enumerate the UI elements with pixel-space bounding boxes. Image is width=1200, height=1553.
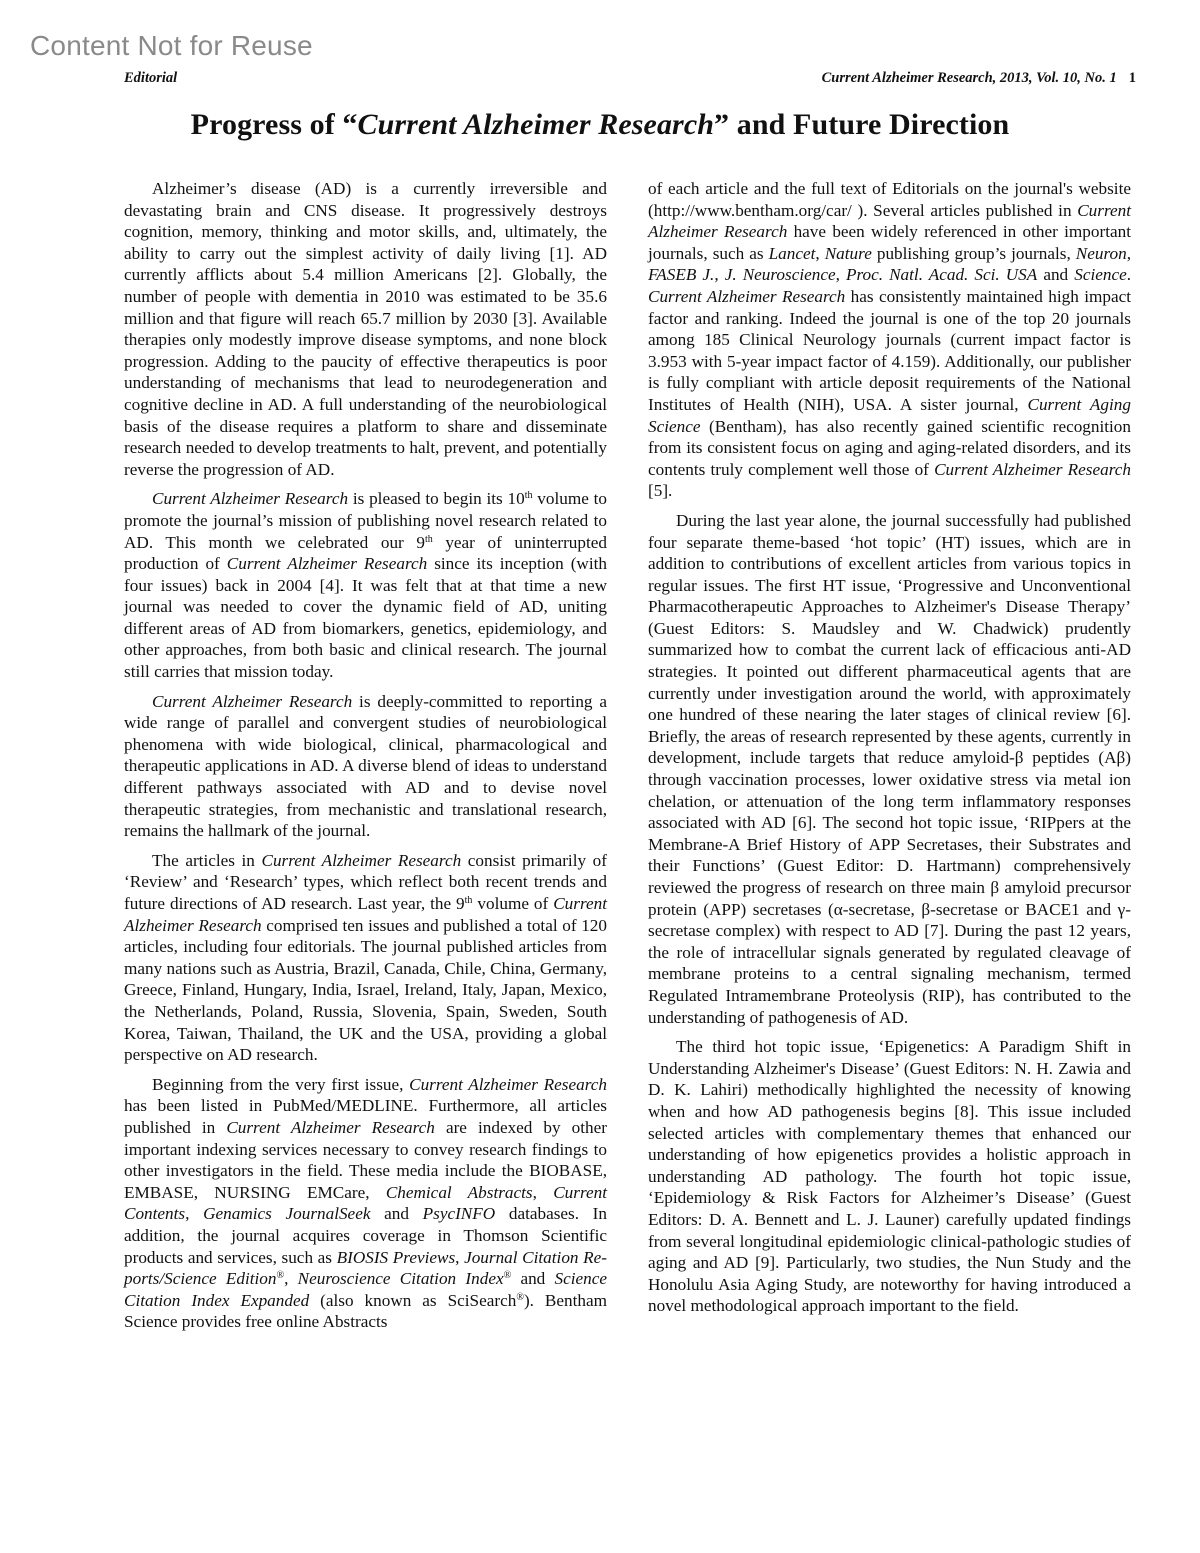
paragraph-continued: of each article and the full text of Editorials on the journal's website (http://www.bentham.org/car/ ). Several articles published in Current Alzheimer Research have been widely referenced in other important journals, such as Lancet, Nature publishing group’s journals, Neuron, FASEB J., J. Neuroscience, Proc. Natl. Acad. Sci. USA and Science. Current Alzheimer Research has consistently maintained high impact factor and ranking. Indeed the journal is one of the top 20 journals among 185 Clinical Neurology journals (current impact factor is 3.953 with 5-year impact factor of 4.159). Additionally, our publisher is fully compliant with article deposit requirements of the National Institutes of Health (NIH), USA. A sister journal, Current Aging Science (Bentham), has also recently gained scientific recognition from its consistent focus on aging and aging-related disorders, and its contents truly complement well those of Current Alzheimer Research [5].: [648, 179, 1132, 501]
paragraph: The third hot topic issue, ‘Epigenetics: A Paradigm Shift in Understanding Alzheimer's Disease’ (Guest Editors: N. H. Zawia and D. K. Lahiri) methodically highlighted the necessity of knowing when and how AD pathogenesis begins [8]. This issue included selected articles with complementary themes that enhanced our understanding of how epigenetics provides a holistic approach in understanding AD pathology. The fourth hot topic issue, ‘Epidemiology & Risk Factors for Alzheimer’s Disease’ (Guest Editors: D. A. Bennett and L. J. Launer) carefully updated findings from several longitudinal epidemiologic clinical-pathologic studies of aging and AD [9]. Particularly, two studies, the Nun Study and the Honolulu Asia Aging Study, are noteworthy for having introduced a novel methodological approach important to the field.: [648, 1037, 1131, 1316]
journal-citation: [822, 70, 1136, 87]
paragraph: Beginning from the very first issue, Current Alzheimer Research has been listed in PubMed/MEDLINE. Furthermore, all articles published in Current Alzheimer Research are indexed by other important indexing services necessary to convey research findings to other investigators in the field. These media include the BIOBASE, EMBASE, NURSING EMCare, Chemical Abstracts, Current Contents, Genamics JournalSeek and PsycINFO databases. In addition, the journal acquires coverage in Thomson Scientific products and services, such as BIOSIS Previews, Journal Citation Reports/Science Edition®, Neuroscience Citation Index® and Science Citation Index Expanded (also known as SciSearch®). Bentham Science provides free online Abstracts: [124, 1074, 608, 1332]
article-title: [60, 108, 1140, 142]
page-number: 1: [1128, 70, 1136, 86]
left-column: [124, 178, 607, 1341]
watermark: Content Not for Reuse: [30, 30, 313, 61]
running-head: [124, 70, 1136, 87]
paragraph: Current Alzheimer Research is deeply-committed to reporting a wide range of parallel and convergent studies of neurobiological phenomena with wide biological, clinical, pharmacological and therapeutic applications in AD. A diverse blend of ideas to understand different pathways associated with AD and to devise novel therapeutic strategies, from mechanistic and translational research, remains the hallmark of the journal.: [124, 691, 607, 841]
paragraph: During the last year alone, the journal successfully had published four separate theme-based ‘hot topic’ (HT) issues, which are in addition to contributions of excellent articles from various topics in regular issues. The first HT issue, ‘Progressive and Unconventional Pharmacotherapeutic Approaches to Alzheimer's Disease Therapy’ (Guest Editors: S. Maudsley and W. Chadwick) prudently summarized how to combat the current lack of efficacious anti-AD strategies. It pointed out different pharmaceutical agents that are currently under investigation around the world, with approximately one hundred of these nearing the later stages of clinical review [6]. Briefly, the areas of research represented by these agents, currently in development, include targets that reduce amyloid-β peptides (Aβ) through vaccination processes, lower oxidative stress via metal ion chelation, or attenuation of the long term inflammatory responses associated with AD [6]. The second hot topic issue, ‘RIPpers at the Membrane-A Brief History of APP Secretases, their Substrates and their Functions’ (Guest Editor: D. Hartmann) comprehensively reviewed the progress of research on three main β amyloid precursor protein (APP) secretases (α-secretase, β-secretase or BACE1 and γ-secretase complex) with respect to AD [7]. During the past 12 years, the role of intracellular signals generated by regulated cleavage of membrane proteins to a central signaling mechanism, termed Regulated Intramembrane Proteolysis (RIP), has contributed to the understanding of pathogenesis of AD.: [648, 510, 1131, 1027]
title-suffix: ” and Future Direction: [714, 108, 1010, 141]
title-prefix: Progress of “: [190, 108, 358, 141]
paragraph: The articles in Current Alzheimer Research consist primarily of ‘Review’ and ‘Research’ types, which reflect both recent trends and future directions of AD research. Last year, the 9th volume of Current Alzheimer Research comprised ten issues and published a total of 120 articles, including four editorials. The journal published articles from many nations such as Austria, Brazil, Canada, Chile, China, Germany, Greece, Finland, Hungary, India, Israel, Ireland, Italy, Japan, Mexico, the Netherlands, Poland, Russia, Slovenia, Spain, Sweden, South Korea, Taiwan, Thailand, the UK and the USA, providing a global perspective on AD research.: [124, 850, 608, 1065]
right-column: [648, 178, 1131, 1325]
title-journal: Current Alzheimer Research: [357, 108, 715, 141]
section-label: Editorial: [124, 70, 178, 86]
citation-text: Current Alzheimer Research, 2013, Vol. 10, No. 1: [821, 70, 1117, 86]
paragraph: Current Alzheimer Research is pleased to begin its 10th volume to promote the journal’s mission of publishing novel research related to AD. This month we celebrated our 9th year of uninterrupted production of Current Alzheimer Research since its inception (with four issues) back in 2004 [4]. It was felt that at that time a new journal was needed to cover the dynamic field of AD, uniting different areas of AD from biomarkers, genetics, epidemiology, and other approaches, from both basic and clinical research. The journal still carries that mission today.: [124, 489, 607, 682]
paragraph: Alzheimer’s disease (AD) is a currently irreversible and devastating brain and CNS disease. It progressively destroys cognition, memory, thinking and motor skills, and, ultimately, the ability to carry out the simplest activity of daily living [1]. AD currently afflicts about 5.4 million Americans [2]. Globally, the number of people with dementia in 2010 was estimated to be 35.6 million and that figure will reach 65.7 million by 2030 [3]. Available therapies only modestly improve disease symptoms, and none block progression. Adding to the paucity of effective therapeutics is poor understanding of mechanisms that lead to neurodegeneration and cognitive decline in AD. A full understanding of the neurobiological basis of the disease requires a platform to share and disseminate research needed to develop treatments to halt, prevent, and potentially reverse the progression of AD.: [124, 179, 607, 479]
